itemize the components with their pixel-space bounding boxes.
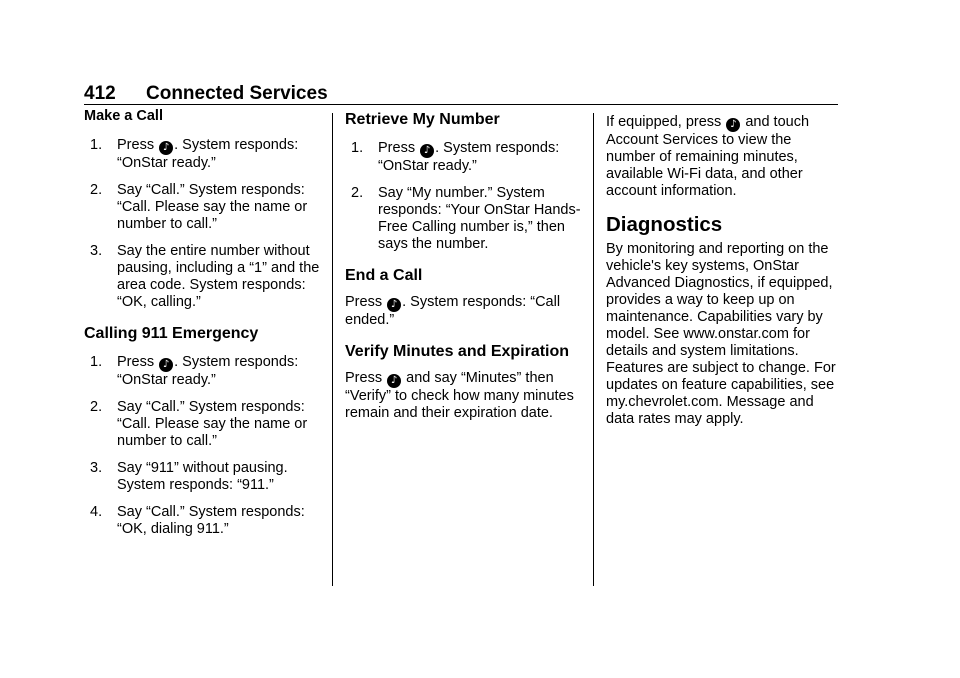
end-call-text <box>345 294 585 329</box>
list-item <box>84 399 324 450</box>
step-text: Press <box>378 140 416 156</box>
make-call-steps <box>84 137 324 311</box>
step-number: 2. <box>90 399 103 415</box>
make-call-heading: Make a Call <box>84 108 163 124</box>
list-item <box>84 137 324 172</box>
paragraph-text: and say “Minutes” then “Verify” to check how many minutes remain and their expiration date. <box>345 370 574 421</box>
step-text: . System responds: “OnStar ready.” <box>117 137 299 171</box>
step-number: 1. <box>351 140 364 156</box>
section-title: Connected Services <box>146 83 328 104</box>
paragraph-text: If equipped, press <box>606 114 722 130</box>
diagnostics-text: By monitoring and reporting on the vehicle's key systems, OnStar Advanced Diagnostics, if equipped, provides a way to keep up on maintenance. Capabilities vary by model. See www.onstar.com for details and system limitations. Features are subject to change. For updates on feature capabilities, see my.chevrolet.com. Message and data rates may apply. <box>606 241 836 427</box>
list-item <box>84 354 324 389</box>
step-number: 3. <box>90 460 103 476</box>
list-item <box>345 185 585 253</box>
paragraph-text: Press <box>345 294 383 310</box>
step-number: 2. <box>351 185 364 201</box>
voice-command-icon: ♪ <box>726 118 740 132</box>
paragraph-text: Press <box>345 370 383 386</box>
paragraph-text: and touch Account Services to view the number of remaining minutes, available Wi-Fi data, and other account information. <box>606 114 810 199</box>
list-item <box>84 460 324 494</box>
list-item <box>84 243 324 311</box>
voice-command-icon: ♪ <box>159 358 173 372</box>
step-number: 1. <box>90 354 103 370</box>
retrieve-number-heading: Retrieve My Number <box>345 111 500 128</box>
list-item <box>345 140 585 175</box>
step-text: Say “My number.” System responds: “Your OnStar Hands-Free Calling number is,” then says the number. <box>378 185 581 252</box>
step-number: 3. <box>90 243 103 259</box>
voice-command-icon: ♪ <box>159 141 173 155</box>
step-number: 1. <box>90 137 103 153</box>
step-text: Say “Call.” System responds: “Call. Please say the name or number to call.” <box>117 182 308 232</box>
step-text: Say “Call.” System responds: “Call. Please say the name or number to call.” <box>117 399 308 449</box>
step-number: 4. <box>90 504 103 520</box>
voice-command-icon: ♪ <box>387 374 401 388</box>
column-divider-1 <box>332 113 333 586</box>
voice-command-icon: ♪ <box>387 298 401 312</box>
step-text: Say the entire number without pausing, including a “1” and the area code. System responds: “OK, calling.” <box>117 243 320 310</box>
column-2 <box>345 108 585 422</box>
end-call-heading: End a Call <box>345 267 423 284</box>
page-number: 412 <box>84 83 116 104</box>
step-text: Press <box>117 137 155 153</box>
step-text: Press <box>117 354 155 370</box>
paragraph-text: . System responds: “Call ended.” <box>345 294 561 328</box>
column-3 <box>606 108 842 428</box>
step-text: . System responds: “OnStar ready.” <box>378 140 560 174</box>
list-item <box>84 504 324 538</box>
verify-minutes-text <box>345 370 585 422</box>
calling-911-steps <box>84 354 324 538</box>
step-text: . System responds: “OnStar ready.” <box>117 354 299 388</box>
diagnostics-heading: Diagnostics <box>606 213 723 236</box>
retrieve-number-steps <box>345 140 585 253</box>
list-item <box>84 182 324 233</box>
step-text: Say “Call.” System responds: “OK, dialing 911.” <box>117 504 305 537</box>
page-header <box>84 80 838 105</box>
voice-command-icon: ♪ <box>420 144 434 158</box>
step-number: 2. <box>90 182 103 198</box>
step-text: Say “911” without pausing. System responds: “911.” <box>117 460 288 493</box>
column-1 <box>84 108 324 548</box>
column-divider-2 <box>593 113 594 586</box>
calling-911-heading: Calling 911 Emergency <box>84 325 259 342</box>
account-services-text <box>606 114 842 200</box>
verify-minutes-heading: Verify Minutes and Expiration <box>345 343 570 360</box>
